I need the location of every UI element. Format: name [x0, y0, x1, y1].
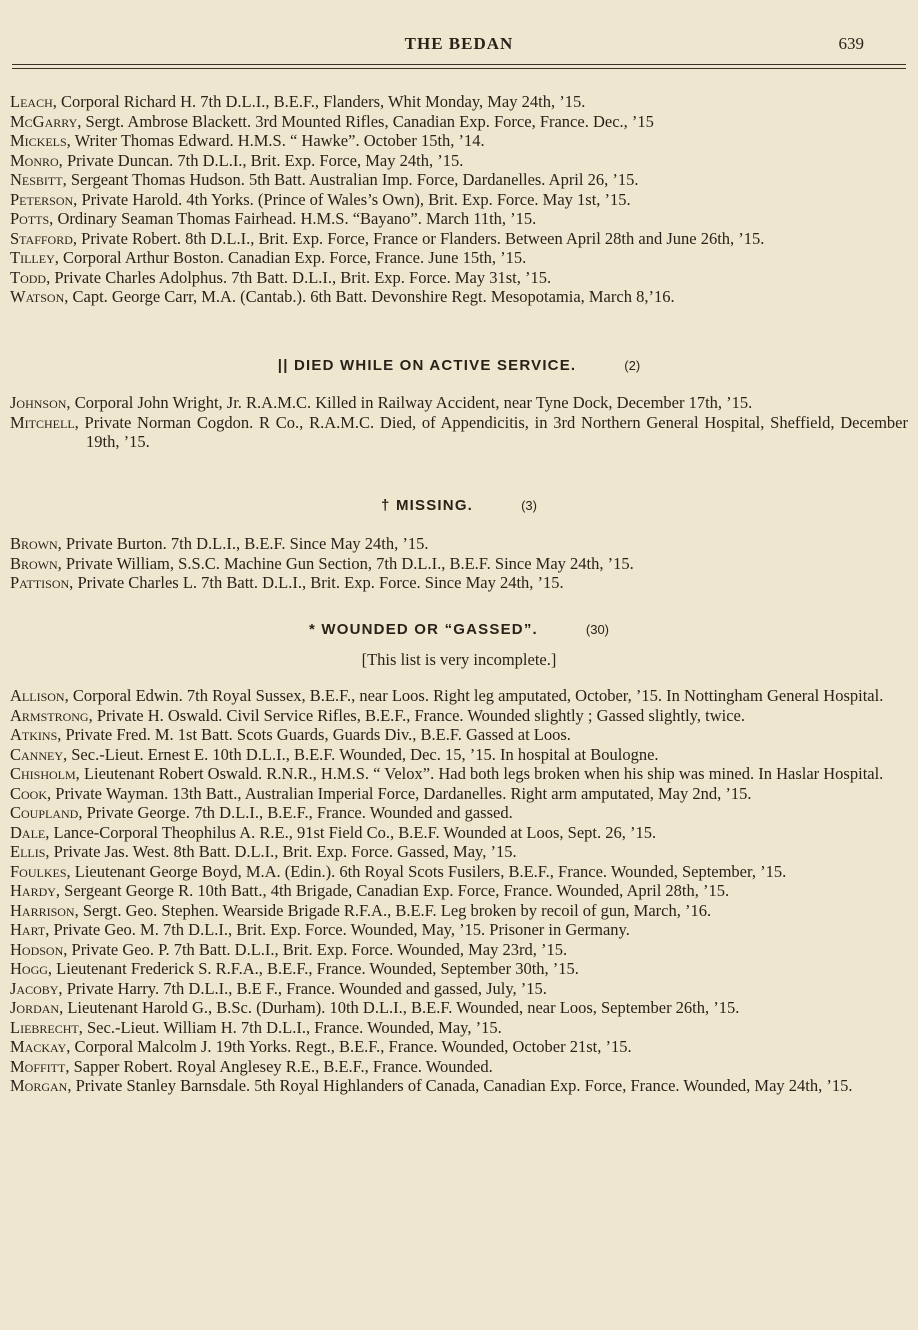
entry-details: Lieutenant Harold G., B.Sc. (Durham). 10th D.L.I., B.E.F. Wounded, near Loos, September 26th, ’15. — [63, 998, 740, 1017]
entry-surname: Mickels, — [10, 131, 71, 150]
list-item — [10, 1037, 908, 1057]
entry-surname: Coupland, — [10, 803, 83, 822]
entry-details: Private H. Oswald. Civil Service Rifles, B.E.F., France. Wounded slightly ; Gassed slightly, twice. — [92, 705, 745, 725]
entry-details: Corporal Arthur Boston. Canadian Exp. Force, France. June 15th, ’15. — [58, 248, 527, 267]
entry-surname: Brown, — [10, 553, 62, 573]
entry-surname: Watson, — [10, 287, 69, 306]
running-title: THE BEDAN — [404, 34, 514, 53]
entry-surname: Atkins, — [10, 725, 62, 744]
entry-surname: Hardy, — [10, 881, 61, 900]
entry-details: Corporal Malcolm J. 19th Yorks. Regt., B.E.F., France. Wounded, October 21st, ’15. — [70, 1037, 632, 1056]
entry-details: Private Charles L. 7th Batt. D.L.I., Brit. Exp. Force. Since May 24th, ’15. — [73, 573, 564, 592]
list-item — [10, 268, 908, 288]
entry-details: Private George. 7th D.L.I., B.E.F., France. Wounded and gassed. — [82, 803, 513, 822]
entry-surname: Mitchell, — [10, 412, 79, 432]
list-item — [10, 1018, 908, 1038]
entry-surname: Jacoby, — [10, 978, 63, 998]
entry-details: Private William, S.S.C. Machine Gun Section, 7th D.L.I., B.E.F. Since May 24th, ’15. — [61, 553, 634, 573]
page-number: 639 — [838, 34, 864, 53]
entry-details: Private Wayman. 13th Batt., Australian Imperial Force, Dardanelles. Right arm amputated, May 2nd, ’15. — [51, 783, 752, 803]
list-item — [10, 823, 908, 843]
entry-details: Lieutenant Frederick S. R.F.A., B.E.F., France. Wounded, September 30th, ’15. — [52, 959, 579, 978]
missing-heading — [0, 497, 918, 514]
entry-details: Sergt. Geo. Stephen. Wearside Brigade R.F.A., B.E.F. Leg broken by recoil of gun, March, ’16. — [78, 900, 712, 920]
entry-surname: Moffitt, — [10, 1056, 70, 1076]
entry-surname: Harrison, — [10, 900, 79, 920]
entry-details: Private Geo. M. 7th D.L.I., Brit. Exp. Force. Wounded, May, ’15. Prisoner in Germany. — [49, 920, 630, 939]
entry-details: Private Harry. 7th D.L.I., B.E F., France. Wounded and gassed, July, ’15. — [62, 978, 547, 998]
list-item — [10, 881, 908, 901]
list-item — [10, 706, 908, 726]
died-count: (2) — [624, 358, 641, 373]
entry-surname: Chisholm, — [10, 764, 80, 783]
list-item — [10, 764, 908, 784]
entry-surname: Potts, — [10, 209, 54, 228]
entry-surname: Allison, — [10, 686, 69, 705]
list-item — [10, 725, 908, 745]
list-item — [10, 209, 908, 229]
entry-surname: Armstrong, — [10, 705, 93, 725]
list-item — [10, 842, 908, 862]
wounded-list — [10, 686, 908, 1096]
list-item — [10, 784, 908, 804]
entry-surname: Monro, — [10, 150, 63, 170]
list-item — [10, 573, 908, 593]
list-item — [10, 979, 908, 999]
list-item — [10, 686, 908, 706]
entry-details: Corporal Edwin. 7th Royal Sussex, B.E.F., near Loos. Right leg amputated, October, ’15. In Nottingham General Hospital. — [68, 686, 884, 705]
list-item — [10, 190, 908, 210]
missing-list — [10, 534, 908, 593]
list-item — [10, 1057, 908, 1077]
list-item — [10, 554, 908, 574]
list-item — [10, 940, 908, 960]
entry-surname: Peterson, — [10, 189, 78, 209]
list-item — [10, 998, 908, 1018]
entry-details: Private Stanley Barnsdale. 5th Royal Highlanders of Canada, Canadian Exp. Force, France. Wounded, May 24th, ’15. — [71, 1076, 853, 1095]
list-item — [10, 901, 908, 921]
entry-details: Sergeant George R. 10th Batt., 4th Brigade, Canadian Exp. Force, France. Wounded, April 28th, ’15. — [60, 881, 730, 900]
entry-surname: Todd, — [10, 267, 51, 287]
list-item — [10, 92, 908, 112]
list-item — [10, 1076, 908, 1096]
list-item — [10, 287, 908, 307]
entry-surname: Hart, — [10, 920, 50, 939]
entry-details: Private Charles Adolphus. 7th Batt. D.L.I., Brit. Exp. Force. May 31st, ’15. — [50, 267, 552, 287]
entry-details: Writer Thomas Edward. H.M.S. “ Hawke”. October 15th, ’14. — [70, 131, 485, 150]
entry-details: Private Robert. 8th D.L.I., Brit. Exp. Force, France or Flanders. Between April 28th and June 26th, ’15. — [77, 228, 765, 248]
header-rule-thin — [12, 68, 906, 69]
entry-surname: Stafford, — [10, 228, 78, 248]
list-item — [10, 248, 908, 268]
killed-list — [10, 92, 908, 307]
missing-heading-text: † MISSING. — [381, 497, 474, 514]
entry-details: Sec.-Lieut. William H. 7th D.L.I., France. Wounded, May, ’15. — [82, 1017, 502, 1037]
entry-details: Private Harold. 4th Yorks. (Prince of Wales’s Own), Brit. Exp. Force. May 1st, ’15. — [77, 189, 631, 209]
entry-details: Private Geo. P. 7th Batt. D.L.I., Brit. Exp. Force. Wounded, May 23rd, ’15. — [67, 939, 568, 959]
entry-details: Corporal Richard H. 7th D.L.I., B.E.F., Flanders, Whit Monday, May 24th, ’15. — [56, 92, 586, 111]
list-item — [10, 959, 908, 979]
list-item — [10, 112, 908, 132]
entry-details: Private Duncan. 7th D.L.I., Brit. Exp. Force, May 24th, ’15. — [62, 150, 464, 170]
entry-surname: Brown, — [10, 534, 62, 553]
entry-surname: McGarry, — [10, 111, 82, 131]
entry-surname: Ellis, — [10, 842, 50, 861]
entry-details: Sergeant Thomas Hudson. 5th Batt. Australian Imp. Force, Dardanelles. April 26, ’15. — [66, 170, 639, 189]
list-item — [10, 151, 908, 171]
entry-details: Private Burton. 7th D.L.I., B.E.F. Since May 24th, ’15. — [61, 534, 429, 553]
entry-details: Private Fred. M. 1st Batt. Scots Guards, Guards Div., B.E.F. Gassed at Loos. — [61, 725, 571, 744]
wounded-heading-text: * WOUNDED OR “GASSED”. — [308, 621, 538, 638]
entry-surname: Liebrecht, — [10, 1017, 83, 1037]
entry-details: Private Norman Cogdon. R Co., R.A.M.C. Died, of Appendicitis, in 3rd Northern General Hospital, Sheffield, December 19th, ’15. — [78, 412, 908, 451]
entry-details: Lieutenant George Boyd, M.A. (Edin.). 6th Royal Scots Fusilers, B.E.F., France. Wounded, September, ’15. — [70, 861, 787, 881]
died-list — [10, 393, 908, 452]
missing-count: (3) — [521, 498, 537, 513]
died-heading — [0, 357, 918, 374]
entry-surname: Morgan, — [10, 1076, 72, 1095]
list-item — [10, 413, 908, 452]
died-heading-text: || DIED WHILE ON ACTIVE SERVICE. — [277, 357, 577, 374]
entry-surname: Mackay, — [10, 1037, 71, 1056]
entry-surname: Leach, — [10, 92, 57, 111]
entry-details: Sapper Robert. Royal Anglesey R.E., B.E.F., France. Wounded. — [69, 1056, 493, 1076]
entry-details: Corporal John Wright, Jr. R.A.M.C. Killed in Railway Accident, near Tyne Dock, December 17th, ’15. — [70, 393, 753, 412]
entry-surname: Pattison, — [10, 573, 74, 592]
entry-surname: Jordan, — [10, 998, 64, 1017]
list-item — [10, 803, 908, 823]
list-item — [10, 229, 908, 249]
list-item — [10, 862, 908, 882]
entry-details: Lieutenant Robert Oswald. R.N.R., H.M.S. “ Velox”. Had both legs broken when his ship was mined. In Haslar Hospital. — [79, 764, 884, 783]
entry-details: Sec.-Lieut. Ernest E. 10th D.L.I., B.E.F. Wounded, Dec. 15, ’15. In hospital at Boulogne. — [67, 744, 659, 764]
entry-details: Capt. George Carr, M.A. (Cantab.). 6th Batt. Devonshire Regt. Mesopotamia, March 8,’16. — [68, 287, 675, 306]
entry-details: Ordinary Seaman Thomas Fairhead. H.M.S. “Bayano”. March 11th, ’15. — [53, 209, 537, 228]
list-item — [10, 131, 908, 151]
entry-surname: Hodson, — [10, 939, 68, 959]
wounded-note: [This list is very incomplete.] — [361, 650, 557, 669]
entry-surname: Canney, — [10, 744, 68, 764]
list-item — [10, 745, 908, 765]
wounded-count: (30) — [585, 622, 610, 637]
entry-details: Sergt. Ambrose Blackett. 3rd Mounted Rifles, Canadian Exp. Force, France. Dec., ’15 — [81, 111, 654, 131]
list-item — [10, 920, 908, 940]
entry-surname: Dale, — [10, 822, 50, 842]
header-rule — [12, 64, 906, 65]
entry-surname: Hogg, — [10, 959, 53, 978]
entry-surname: Tilley, — [10, 248, 59, 267]
entry-details: Lance-Corporal Theophilus A. R.E., 91st Field Co., B.E.F. Wounded at Loos, Sept. 26, ’15. — [49, 822, 657, 842]
entry-surname: Johnson, — [10, 393, 71, 412]
list-item — [10, 170, 908, 190]
list-item — [10, 393, 908, 413]
entry-surname: Cook, — [10, 783, 52, 803]
entry-surname: Foulkes, — [10, 861, 71, 881]
entry-surname: Nesbitt, — [10, 170, 67, 189]
list-item — [10, 534, 908, 554]
entry-details: Private Jas. West. 8th Batt. D.L.I., Brit. Exp. Force. Gassed, May, ’15. — [49, 842, 517, 861]
wounded-heading — [0, 621, 918, 638]
